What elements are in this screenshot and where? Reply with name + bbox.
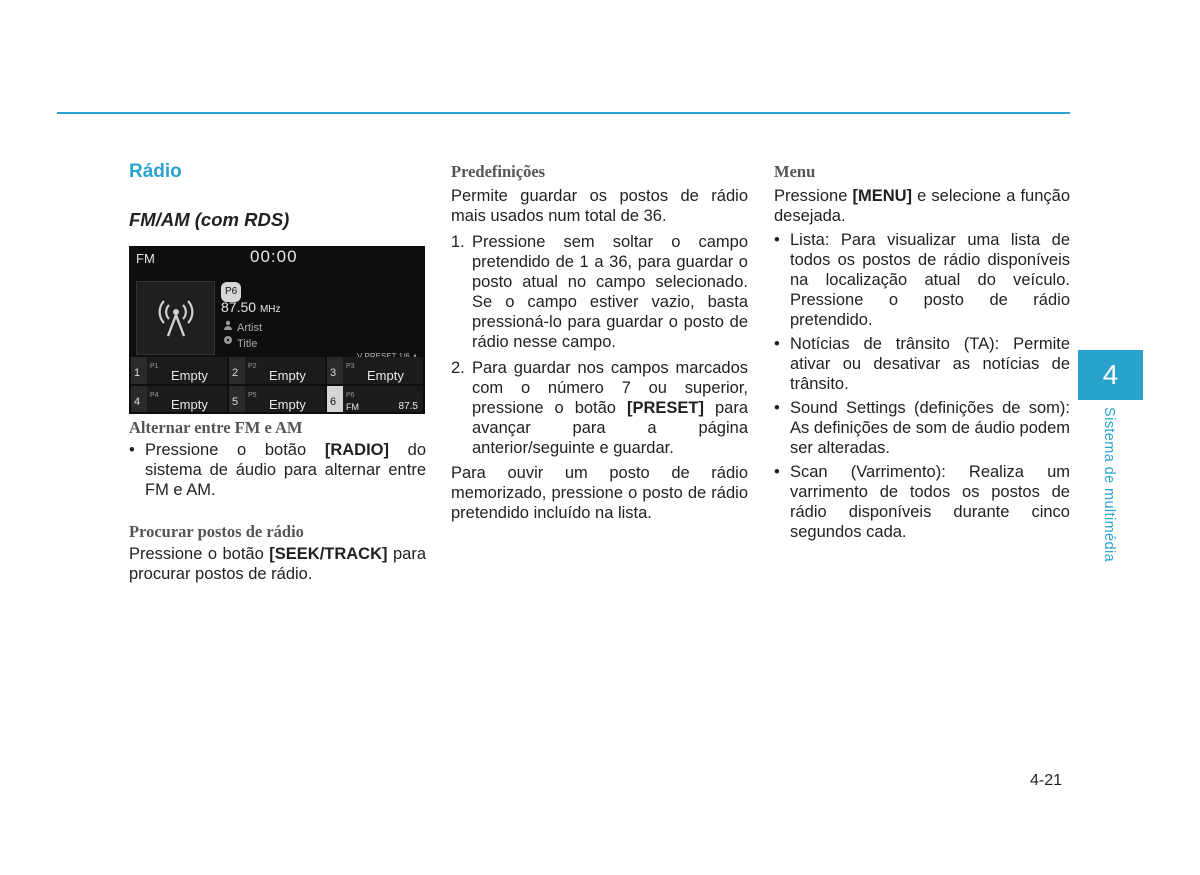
- menu-item-list: • Lista: Para visualizar uma lista de todos os postos de rádio disponíveis na localização atual do veículo. Pressione o posto de rádio pretendido.: [774, 230, 1070, 330]
- key-radio: [RADIO]: [324, 441, 389, 459]
- preset-band: FM: [346, 401, 359, 412]
- heading-switch-band: Alternar entre FM e AM: [129, 418, 303, 437]
- band-label: FM: [136, 251, 155, 266]
- menu-item-scan: • Scan (Varrimento): Realiza um varrimento de todos os postos de rádio disponíveis durante cinco segundos cada.: [774, 462, 1070, 542]
- text-segment: e selecione a função desejada.: [774, 187, 1070, 225]
- clock: 00:00: [250, 247, 298, 266]
- preset-button-3[interactable]: [327, 357, 423, 384]
- preset-number: 3: [330, 367, 337, 379]
- menu-item-traffic-news: • Notícias de trânsito (TA): Permite ativar ou desativar as notícias de trânsito.: [774, 334, 1070, 394]
- text-segment: para avançar para a página anterior/seguinte e guardar.: [472, 399, 749, 457]
- frequency: [221, 297, 281, 320]
- column-3: [774, 160, 1070, 542]
- radio-screen: [129, 246, 425, 414]
- chapter-side-label: Sistema de multimédia: [1101, 407, 1117, 563]
- step-text: Pressione sem soltar o campo pretendido de 1 a 36, para guardar o posto atual no campo selecionado. Se o campo estiver vazio, basta pressioná-lo para guardar o posto de rádio nesse campo.: [472, 233, 748, 351]
- preset-button-4[interactable]: [131, 386, 227, 413]
- preset-label: P5: [248, 391, 257, 399]
- text-segment: do sistema de áudio para alternar entre FM e AM.: [145, 441, 426, 499]
- text-segment: Pressione: [774, 187, 853, 205]
- key-menu: [MENU]: [852, 187, 913, 205]
- preset-grid: [131, 357, 423, 412]
- preset-label: P3: [346, 363, 355, 370]
- preset-number: 2: [232, 367, 239, 379]
- column-2: [451, 160, 748, 523]
- preset-label: P1: [150, 363, 159, 370]
- preset-text: Empty: [171, 396, 208, 412]
- preset-number: 5: [232, 395, 239, 408]
- preset-button-5[interactable]: [229, 386, 325, 413]
- preset-number: 1: [134, 367, 141, 379]
- frequency-value: 87.50: [221, 299, 257, 315]
- preset-label: P2: [248, 363, 257, 370]
- step-number: 1.: [451, 233, 465, 251]
- text-segment: Pressione o botão: [129, 545, 270, 563]
- page-number: 4-21: [1030, 772, 1063, 789]
- section-title: Rádio: [129, 161, 182, 182]
- artist-label: Artist: [237, 322, 263, 334]
- preset-number: 4: [134, 395, 141, 408]
- frequency-unit: MHz: [259, 304, 281, 315]
- title-label: Title: [237, 338, 258, 350]
- preset-button-1[interactable]: [131, 357, 227, 384]
- chapter-tab: 4: [1078, 350, 1143, 400]
- preset-text: Empty: [171, 368, 208, 383]
- text-segment: Para guardar nos campos marcados com o número 7 ou superior, pressione o botão: [472, 359, 748, 417]
- menu-intro: [774, 186, 1070, 226]
- radio-antenna-icon: [157, 298, 195, 338]
- person-icon: [223, 320, 233, 330]
- preset-button-6[interactable]: [327, 386, 423, 413]
- preset-text: Empty: [269, 368, 306, 383]
- album-art: [136, 281, 215, 355]
- search-stations-text: [129, 544, 426, 584]
- preset-label: P4: [150, 391, 159, 399]
- presets-outro: Para ouvir um posto de rádio memorizado, pressione o posto de rádio pretendido incluído na lista.: [451, 464, 748, 522]
- text-segment: para procurar postos de rádio.: [129, 545, 427, 583]
- preset-button-2[interactable]: [229, 357, 325, 384]
- preset-number: 6: [330, 395, 337, 408]
- preset-frequency: 87.5: [398, 400, 418, 412]
- key-seek-track: [SEEK/TRACK]: [269, 545, 388, 563]
- presets-intro: Permite guardar os postos de rádio mais usados num total de 36.: [451, 187, 748, 225]
- preset-text: Empty: [367, 368, 404, 383]
- heading-menu: Menu: [774, 162, 816, 181]
- preset-label: P6: [346, 391, 355, 399]
- preset-badge: P6: [221, 282, 241, 302]
- step-2: [451, 358, 748, 458]
- preset-text: Empty: [269, 396, 306, 412]
- heading-search-stations: Procurar postos de rádio: [129, 522, 304, 541]
- key-preset: [PRESET]: [626, 399, 704, 417]
- step-1: [451, 232, 748, 352]
- column-1: [129, 160, 426, 584]
- disc-icon: [223, 335, 233, 345]
- heading-presets: Predefinições: [451, 162, 546, 181]
- text-segment: Pressione o botão: [145, 441, 325, 459]
- subtitle: FM/AM (com RDS): [129, 209, 290, 230]
- switch-band-text: [129, 440, 426, 500]
- menu-item-sound-settings: • Sound Settings (definições de som): As definições de som de áudio podem ser alteradas.: [774, 398, 1070, 458]
- step-number: 2.: [451, 359, 465, 377]
- top-rule: [57, 112, 1070, 114]
